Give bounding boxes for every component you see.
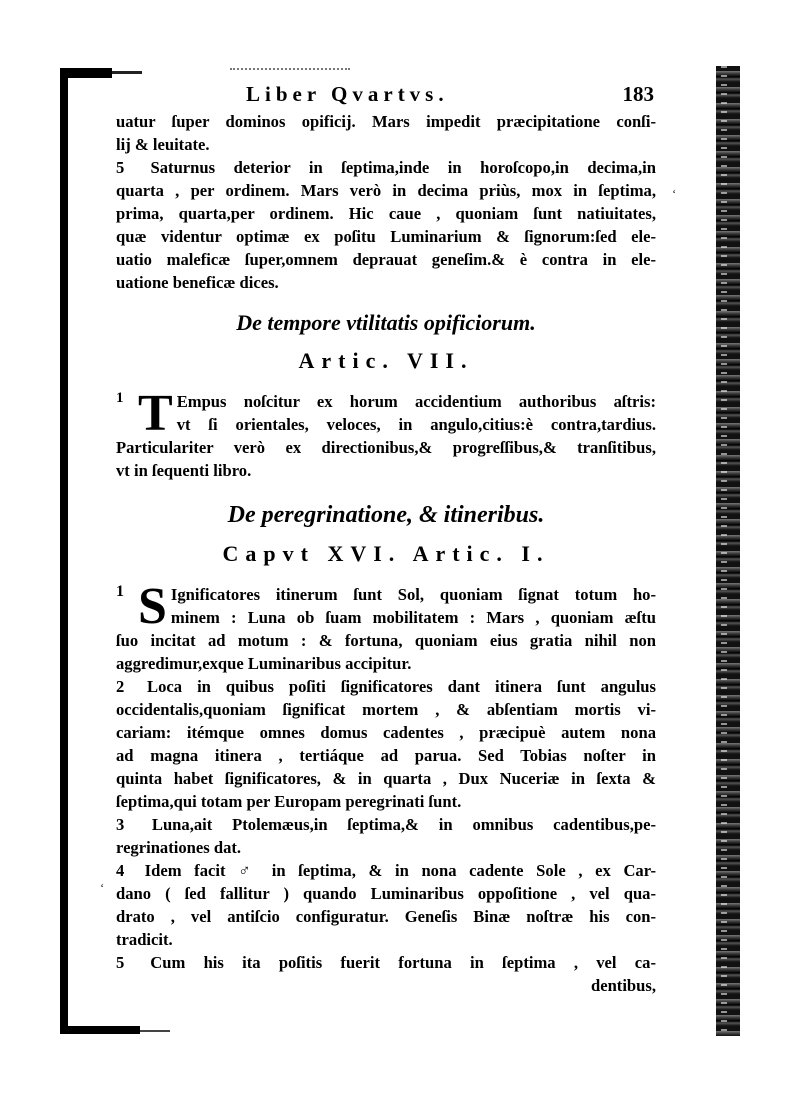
text-line: cariam: itémque omnes domus cadentes , præcipuè autem nona	[116, 723, 656, 742]
text-line: aggredimur,exque Luminaribus accipitur.	[116, 654, 412, 673]
paragraph-number: 5	[116, 953, 125, 972]
text-line: occidentalis,quoniam ſignificat mortem , & abſentiam mortis vi-	[116, 700, 656, 719]
running-head-title: Liber Qvartvs.	[246, 82, 449, 106]
paragraph-5	[116, 156, 656, 294]
text-line: Ignificatores itinerum ſunt Sol, quoniam ſignat totum ho-	[170, 585, 656, 604]
scan-border-left	[60, 68, 68, 1034]
paragraph-artic-7	[116, 385, 656, 482]
text-line: lij & leuitate.	[116, 135, 210, 154]
scan-border-top-thin	[112, 71, 142, 74]
article-heading: Artic. VII.	[298, 348, 474, 373]
chapter-heading: De peregrinatione, & itineribus.	[227, 502, 545, 528]
continued-paragraph	[116, 110, 656, 156]
text-line: uatio maleficæ ſuper,omnem deprauat geneſim.& è contra in ele-	[116, 250, 656, 269]
scan-dots	[230, 68, 350, 72]
scan-border-bottom-thin	[140, 1030, 170, 1032]
drop-cap: T	[138, 385, 173, 442]
text-line: prima, quarta,per ordinem. Hic caue , quoniam ſunt natiuitates,	[116, 204, 656, 223]
text-line: regrinationes dat.	[116, 838, 242, 857]
paragraph-number: 5	[116, 158, 125, 177]
text-line: drato , vel antiſcio configuratur. Geneſis Binæ noſtræ his con-	[116, 907, 656, 926]
text-line: dano ( ſed fallitur ) quando Luminaribus oppoſitione , vel qua-	[116, 884, 656, 903]
section-heading: De tempore vtilitatis opificiorum.	[236, 310, 536, 335]
page-edge-right	[716, 66, 740, 1036]
page-number: 183	[622, 82, 654, 106]
text-line: ad magna itinera , tertiáque ad parua. Sed Tobias noſter in	[116, 746, 656, 765]
paragraph-number: 4	[116, 861, 125, 880]
paragraph-5b	[116, 951, 656, 997]
text-line: vt ſi orientales, veloces, in angulo,citius:è contra,tardius.	[176, 415, 656, 434]
paragraph-2	[116, 675, 656, 813]
paragraph-4	[116, 859, 656, 951]
caput-heading: Capvt XVI. Artic. I.	[222, 541, 550, 566]
paragraph-number: 1	[116, 583, 124, 600]
page-body	[116, 80, 656, 997]
text-line: Luna,ait Ptolemæus,in ſeptima,& in omnibus cadentibus,pe-	[151, 815, 656, 834]
running-head	[116, 80, 656, 110]
paragraph-1	[116, 578, 656, 675]
catchword: dentibus,	[590, 976, 656, 995]
text-line: uatur ſuper dominos opificij. Mars impedit præcipitatione conſi-	[116, 112, 656, 131]
text-line: Particulariter verò ex directionibus,& progreſſibus,& tranſitibus,	[116, 438, 656, 457]
paragraph-3	[116, 813, 656, 859]
scan-border-bottom	[60, 1026, 140, 1034]
text-line: ſuo incitat ad motum : & fortuna, quoniam eius gratia nihil non	[116, 631, 656, 650]
text-line: quarta , per ordinem. Mars verò in decima priùs, mox in ſeptima,	[116, 181, 656, 200]
paragraph-number: 3	[116, 815, 125, 834]
paragraph-number: 2	[116, 677, 125, 696]
margin-mark: ‘	[100, 880, 105, 895]
drop-cap: S	[138, 578, 167, 635]
text-line: tradicit.	[116, 930, 173, 949]
text-line: quæ videntur optimæ ex poſitu Luminarium & ſignorum:ſed ele-	[116, 227, 656, 246]
scan-border-top	[60, 68, 112, 78]
text-line: vt in ſequenti libro.	[116, 461, 252, 480]
text-line: Empus noſcitur ex horum accidentium authoribus aſtris:	[176, 392, 656, 411]
text-line: Idem facit ♂ in ſeptima, & in nona cadente Sole , ex Car-	[144, 861, 656, 880]
paragraph-number: 1	[116, 390, 124, 406]
text-line: quinta habet ſignificatores, & in quarta , Dux Nuceriæ in ſexta &	[116, 769, 656, 788]
text-line: Saturnus deterior in ſeptima,inde in horoſcopo,in decima,in	[150, 158, 656, 177]
text-line: minem : Luna ob ſuam mobilitatem : Mars , quoniam æſtu	[170, 608, 656, 627]
text-line: ſeptima,qui totam per Europam peregrinati ſunt.	[116, 792, 462, 811]
margin-mark: ‘	[672, 186, 677, 201]
text-line: Loca in quibus poſiti ſignificatores dant itinera ſunt angulus	[147, 677, 656, 696]
text-line: Cum his ita poſitis fuerit fortuna in ſeptima , vel ca-	[150, 953, 656, 972]
text-line: uatione beneficæ dices.	[116, 273, 279, 292]
